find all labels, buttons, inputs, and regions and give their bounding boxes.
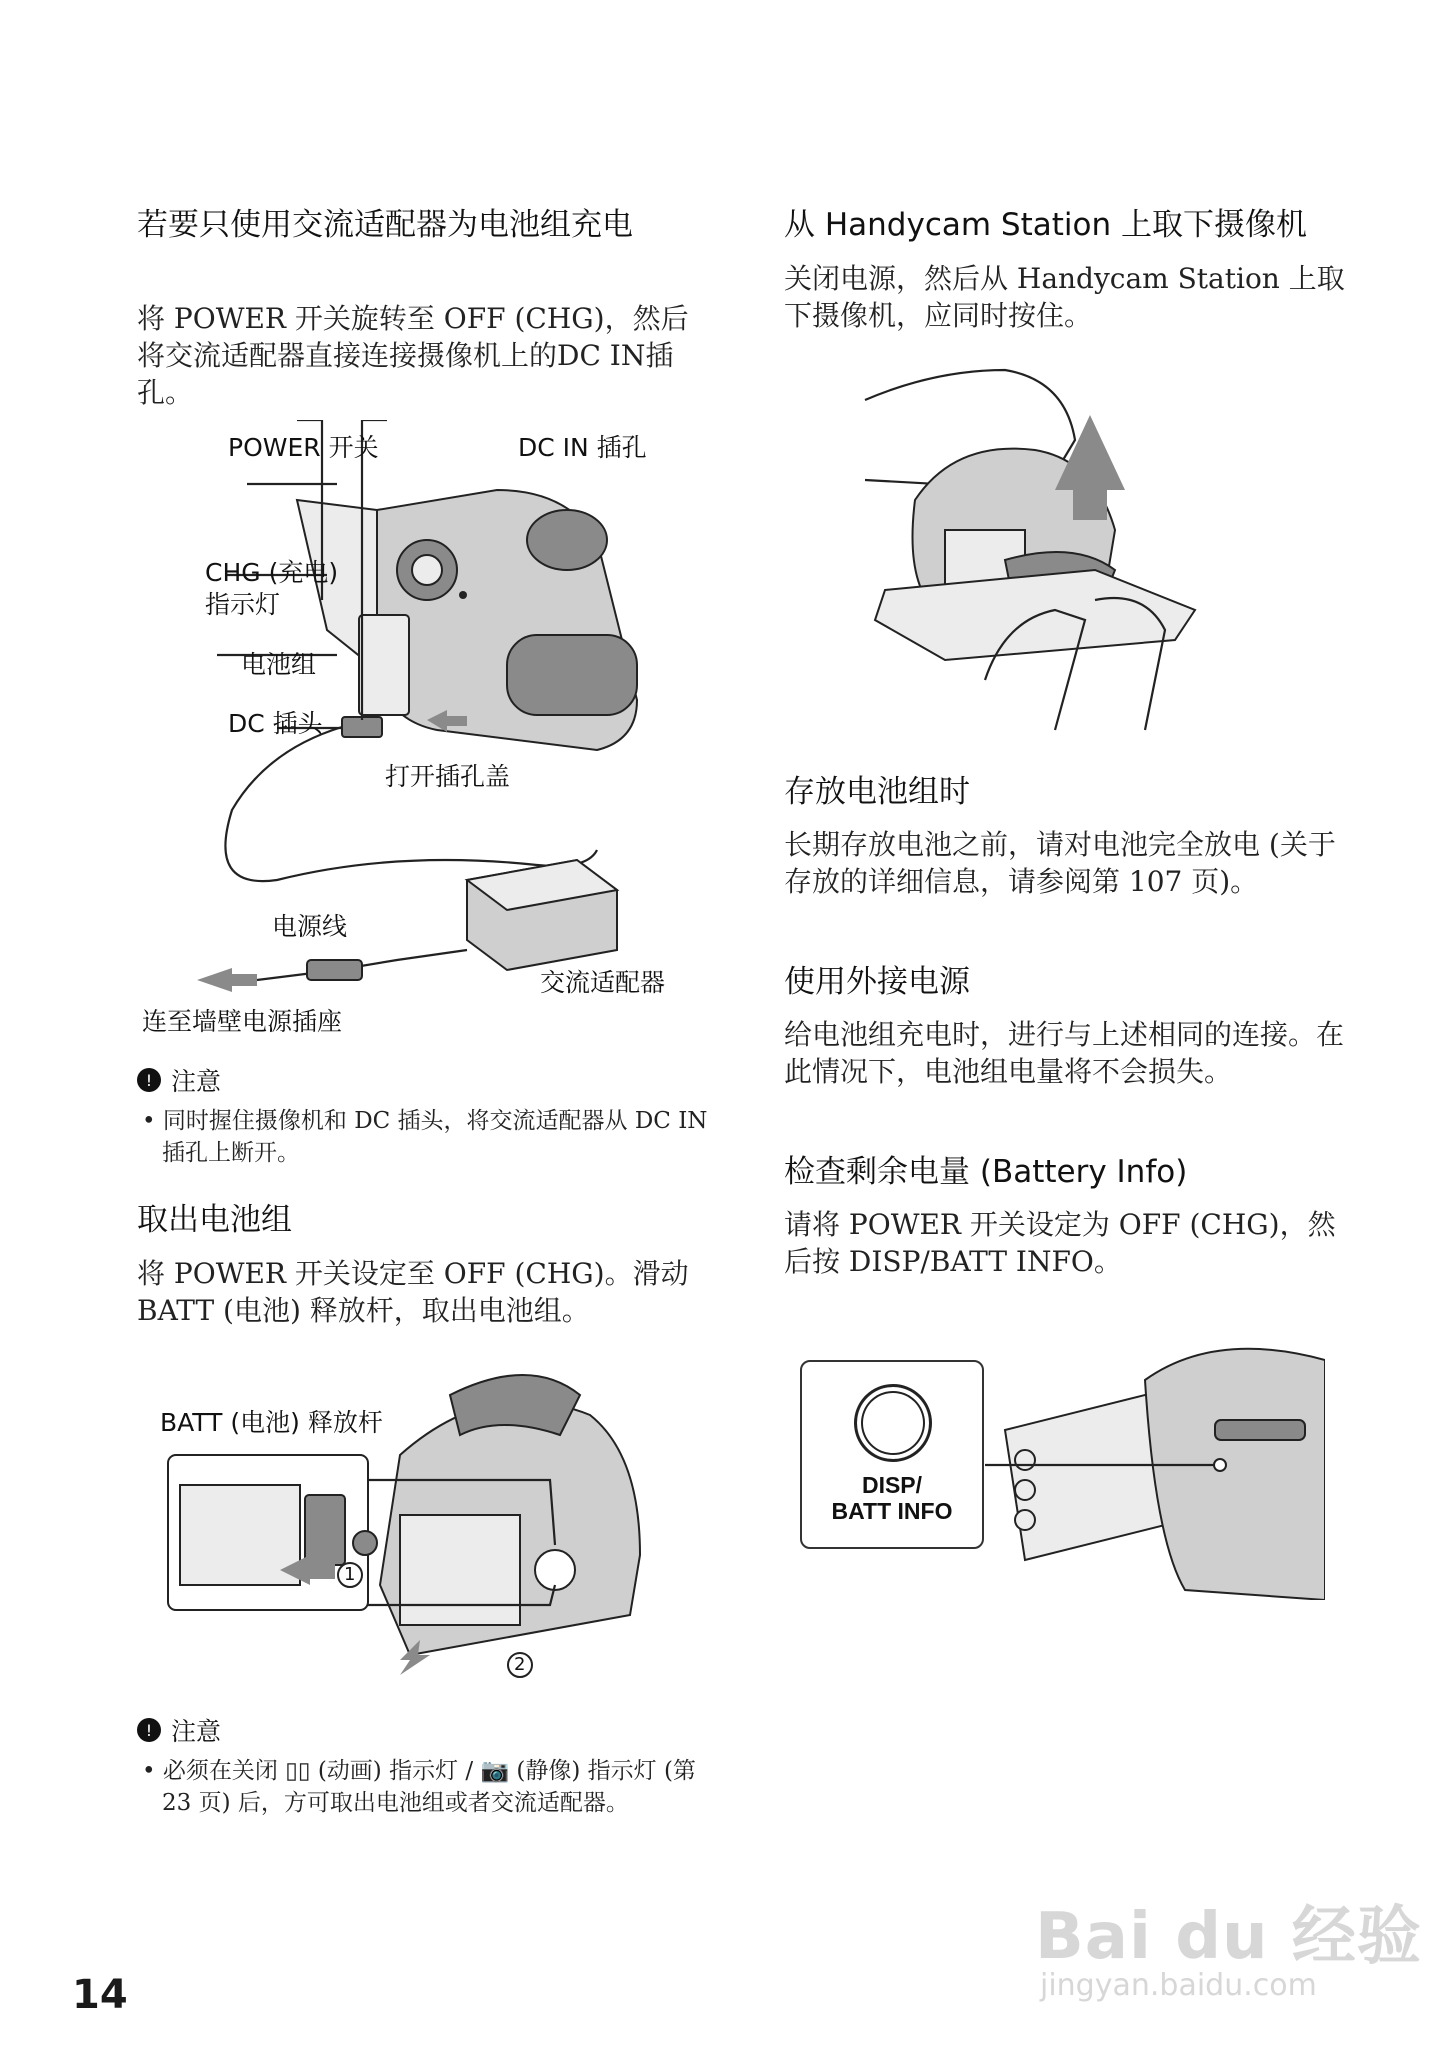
label-open-jack-cover: 打开插孔盖	[385, 762, 511, 791]
disp-batt-info-label: DISP/ BATT INFO	[831, 1472, 953, 1524]
section-body-battery-info: 请将 POWER 开关设定为 OFF (CHG)，然后按 DISP/BATT INFO。	[784, 1208, 1336, 1278]
handycam-station-illustration	[855, 360, 1245, 740]
section-heading-remove-battery: 取出电池组	[137, 1202, 292, 1238]
section-heading-external-power: 使用外接电源	[784, 964, 970, 1000]
caution-icon-2: !	[137, 1718, 161, 1742]
step-1-number: 1	[344, 1564, 356, 1585]
note-header-2	[137, 1712, 221, 1748]
camcorder-ac-illustration	[137, 420, 717, 1040]
note-item: • 同时握住摄像机和 DC 插头，将交流适配器从 DC IN 插孔上断开。	[142, 1108, 708, 1166]
section-body-external-power: 给电池组充电时，进行与上述相同的连接。在此情况下，电池组电量将不会损失。	[784, 1018, 1345, 1088]
caution-icon: !	[137, 1068, 161, 1092]
page-number: 14	[72, 1972, 128, 2018]
battery-removal-illustration	[160, 1355, 680, 1685]
section-body-remove-battery: 将 POWER 开关设定至 OFF (CHG)。滑动 BATT (电池) 释放杆，取出电池组。	[137, 1257, 689, 1327]
figure-battery-removal	[160, 1355, 680, 1685]
figure-ac-charging	[137, 420, 717, 1040]
disp-batt-info-button[interactable]	[854, 1384, 932, 1462]
note-item-2: • 必须在关闭 ▯▯ (动画) 指示灯 / 📷 (静像) 指示灯 (第 23 页) 后，方可取出电池组或者交流适配器。	[142, 1758, 696, 1816]
section-heading-charge-ac: 若要只使用交流适配器为电池组充电	[137, 207, 633, 243]
label-to-wall-outlet: 连至墙壁电源插座	[142, 1007, 343, 1036]
note-header	[137, 1062, 221, 1098]
section-heading-storing-battery: 存放电池组时	[784, 774, 970, 810]
label-batt-lever: BATT (电池) 释放杆	[160, 1408, 383, 1437]
section-heading-battery-info: 检查剩余电量 (Battery Info)	[784, 1154, 1188, 1190]
watermark-logo: Bai du 经验	[1035, 1900, 1422, 1974]
section-body-charge-ac: 将 POWER 开关旋转至 OFF (CHG)，然后将交流适配器直接连接摄像机上的DC IN插孔。	[137, 302, 689, 409]
camcorder-lcd-illustration	[985, 1340, 1325, 1600]
disp-batt-info-callout	[800, 1360, 984, 1549]
label-dc-plug: DC 插头	[228, 709, 323, 738]
step-2-number: 2	[514, 1654, 526, 1675]
label-ac-adaptor: 交流适配器	[540, 968, 666, 997]
section-body-storing-battery: 长期存放电池之前，请对电池完全放电 (关于存放的详细信息，请参阅第 107 页)。	[784, 828, 1336, 898]
label-dc-in-jack: DC IN 插孔	[518, 433, 647, 462]
section-heading-remove-from-station: 从 Handycam Station 上取下摄像机	[784, 207, 1307, 243]
label-power-cord: 电源线	[272, 912, 348, 941]
section-body-remove-from-station: 关闭电源，然后从 Handycam Station 上取下摄像机，应同时按住。	[784, 262, 1345, 332]
label-power-switch: POWER 开关	[228, 433, 379, 462]
watermark-url: jingyan.baidu.com	[1040, 1968, 1317, 2003]
label-battery-pack: 电池组	[241, 650, 317, 679]
note-title: 注意	[171, 1067, 222, 1096]
figure-remove-from-station	[855, 360, 1245, 740]
label-chg-lamp: CHG (充电) 指示灯	[205, 558, 339, 619]
figure-lcd-panel	[985, 1340, 1325, 1600]
note-title-2: 注意	[171, 1717, 222, 1746]
